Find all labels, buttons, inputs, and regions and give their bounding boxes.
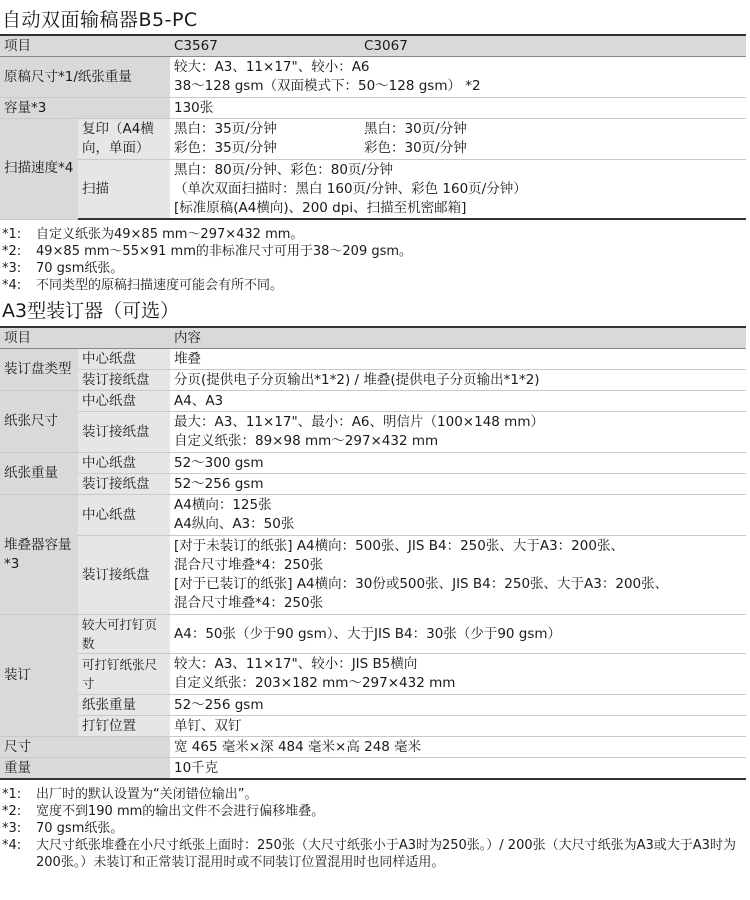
staple-size-line2: 自定义纸张：203×182 mm～297×432 mm	[174, 675, 456, 691]
label-stapling: 装订	[0, 615, 78, 737]
value-stack-stapler	[170, 536, 746, 615]
footnote: *4: 大尺寸纸张堆叠在小尺寸纸张上面时：250张（大尺寸纸张小于A3时为250张。）/ 200张（大尺寸纸张为A3或大于A3时为200张。）未装订和正常装订混用时或不同装订位置混用时也同样适用。	[2, 838, 736, 870]
header-item: 项目	[0, 35, 170, 57]
finisher-footnotes	[0, 780, 750, 871]
copy-color-c3067: 彩色：30页/分钟	[364, 140, 467, 156]
label-staple-paper-weight: 纸张重量	[78, 695, 170, 716]
row-weight-stapler	[0, 474, 746, 495]
value-weight-stapler: 52～256 gsm	[170, 474, 746, 495]
size-stapler-line2: 自定义纸张：89×98 mm～297×432 mm	[174, 433, 439, 449]
label-capacity: 容量*3	[0, 98, 170, 119]
finisher-header-row	[0, 327, 746, 349]
copy-bw-c3067: 黑白：30页/分钟	[364, 121, 467, 137]
label-center-tray: 中心纸盘	[78, 453, 170, 474]
label-original-size: 原稿尺寸*1/纸张重量	[0, 57, 170, 98]
value-capacity: 130张	[170, 98, 746, 119]
label-stacker-capacity: 堆叠器容量*3	[0, 495, 78, 615]
model-c3567: C3567	[174, 37, 218, 54]
adf-header-row	[0, 35, 746, 57]
footnote: *3: 70 gsm纸张。	[2, 821, 124, 836]
header-models	[170, 35, 746, 57]
row-copy-speed	[0, 119, 746, 160]
value-staple-weight: 52～256 gsm	[170, 695, 746, 716]
label-stapler-tray: 装订接纸盘	[78, 536, 170, 615]
row-stack-stapler	[0, 536, 746, 615]
row-staple-position	[0, 716, 746, 737]
model-c3067: C3067	[364, 37, 408, 54]
row-size-center	[0, 391, 746, 412]
value-staple-size	[170, 654, 746, 695]
label-paper-weight: 纸张重量	[0, 453, 78, 495]
header-content: 内容	[170, 327, 746, 349]
label-stapler-tray: 装订接纸盘	[78, 474, 170, 495]
footnote: *4: 不同类型的原稿扫描速度可能会有所不同。	[2, 278, 284, 293]
footnote: *2: 49×85 mm～55×91 mm的非标准尺寸可用于38～209 gsm。	[2, 244, 413, 259]
original-size-line2: 38～128 gsm（双面模式下：50～128 gsm） *2	[174, 78, 481, 94]
value-weight-center: 52～300 gsm	[170, 453, 746, 474]
value-size-center: A4、A3	[170, 391, 746, 412]
value-size-stapler	[170, 412, 746, 453]
value-staple-max: A4：50张（少于90 gsm）、大于JIS B4：30张（少于90 gsm）	[170, 615, 746, 654]
label-paper-size: 纸张尺寸	[0, 391, 78, 453]
label-tray-type: 装订盘类型	[0, 349, 78, 391]
stack-stapler-line2: 混合尺寸堆叠*4：250张	[174, 557, 324, 573]
row-staple-weight	[0, 695, 746, 716]
row-tray-stapler	[0, 370, 746, 391]
row-size-stapler	[0, 412, 746, 453]
label-weight: 重量	[0, 758, 170, 780]
label-center-tray: 中心纸盘	[78, 349, 170, 370]
label-staple-paper-size: 可打钉纸张尺寸	[78, 654, 170, 695]
finisher-spec-table	[0, 326, 746, 780]
row-scan-speed	[0, 160, 746, 220]
label-stapler-tray: 装订接纸盘	[78, 370, 170, 391]
original-size-line1: 较大：A3、11×17"、较小：A6	[174, 59, 370, 75]
scan-line2: （单次双面扫描时：黑白 160页/分钟、彩色 160页/分钟）	[174, 180, 527, 197]
stack-stapler-line1: [对于未装订的纸张] A4横向：500张、JIS B4：250张、大于A3：200张、	[174, 538, 624, 554]
label-dimensions: 尺寸	[0, 737, 170, 758]
scan-line3: [标准原稿(A4横向)、200 dpi、扫描至机密邮箱]	[174, 199, 467, 216]
footnote: *3: 70 gsm纸张。	[2, 261, 124, 276]
value-stack-center	[170, 495, 746, 536]
size-stapler-line1: 最大：A3、11×17"、最小：A6、明信片（100×148 mm）	[174, 414, 544, 430]
label-max-staple-pages: 较大可打钉页数	[78, 615, 170, 654]
footnote: *2: 宽度不到190 mm的输出文件不会进行偏移堆叠。	[2, 804, 325, 819]
label-center-tray: 中心纸盘	[78, 495, 170, 536]
row-staple-size	[0, 654, 746, 695]
footnote: *1: 自定义纸张为49×85 mm～297×432 mm。	[2, 227, 304, 242]
label-scan: 扫描	[78, 160, 170, 220]
value-tray-stapler: 分页(提供电子分页输出*1*2) / 堆叠(提供电子分页输出*1*2)	[170, 370, 746, 391]
staple-size-line1: 较大：A3、11×17"、较小：JIS B5横向	[174, 656, 418, 672]
scan-line1: 黑白：80页/分钟、彩色：80页/分钟	[174, 161, 393, 178]
row-tray-center	[0, 349, 746, 370]
stack-center-line2: A4纵向、A3：50张	[174, 516, 295, 532]
finisher-section-title: A3型装订器（可选）	[2, 300, 180, 322]
value-original-size	[170, 57, 746, 98]
label-scan-speed: 扫描速度*4	[0, 119, 78, 219]
row-dimensions	[0, 737, 746, 758]
header-item: 项目	[0, 327, 170, 349]
label-center-tray: 中心纸盘	[78, 391, 170, 412]
label-stapler-tray: 装订接纸盘	[78, 412, 170, 453]
value-staple-position: 单钉、双钉	[170, 716, 746, 737]
label-staple-position: 打钉位置	[78, 716, 170, 737]
adf-section-title: 自动双面输稿器B5-PC	[2, 9, 198, 31]
footnote: *1: 出厂时的默认设置为“关闭错位输出”。	[2, 787, 258, 802]
value-scan-speed	[170, 160, 746, 220]
stack-center-line1: A4横向：125张	[174, 497, 272, 513]
copy-bw-c3567: 黑白：35页/分钟	[174, 121, 277, 137]
value-tray-center: 堆叠	[170, 349, 746, 370]
row-capacity	[0, 98, 746, 119]
value-copy-speed	[170, 119, 746, 160]
adf-footnotes	[0, 220, 750, 294]
copy-color-c3567: 彩色：35页/分钟	[174, 140, 277, 156]
stack-stapler-line3: [对于已装订的纸张] A4横向：30份或500张、JIS B4：250张、大于A3：200张、	[174, 576, 669, 592]
row-weight-center	[0, 453, 746, 474]
row-stack-center	[0, 495, 746, 536]
row-weight	[0, 758, 746, 780]
value-dimensions: 宽 465 毫米×深 484 毫米×高 248 毫米	[170, 737, 746, 758]
row-original-size	[0, 57, 746, 98]
adf-spec-table	[0, 34, 746, 119]
value-weight: 10千克	[170, 758, 746, 780]
stack-stapler-line4: 混合尺寸堆叠*4：250张	[174, 595, 324, 611]
row-staple-max	[0, 615, 746, 654]
label-copy: 复印（A4横向，单面）	[78, 119, 170, 160]
adf-scan-table	[0, 119, 746, 220]
